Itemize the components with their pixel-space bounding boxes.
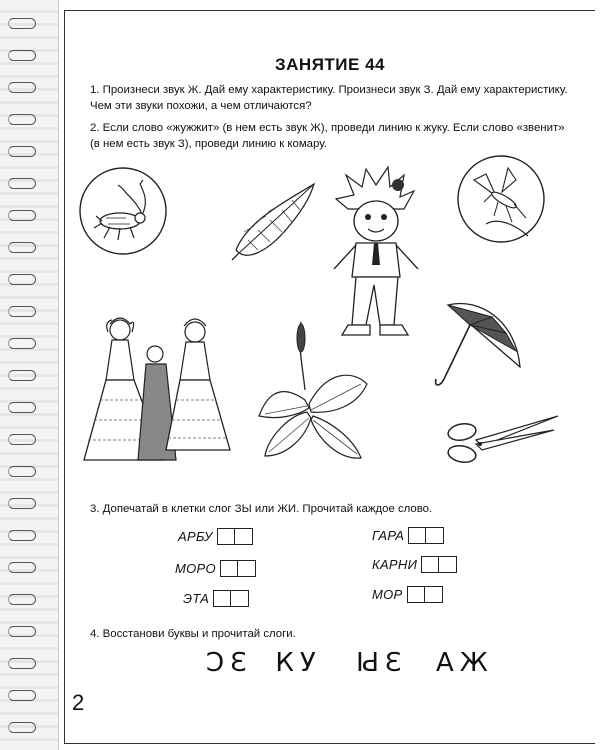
binding-ring [8, 114, 36, 125]
syllable-2: КУ [275, 648, 322, 678]
ladies-icon[interactable] [80, 310, 235, 470]
word-stem: АРБУ [178, 529, 213, 544]
binding-ring [8, 530, 36, 541]
binding-ring [8, 338, 36, 349]
lesson-title: ЗАНЯТИЕ 44 [275, 55, 385, 74]
mosquito-icon[interactable] [456, 152, 546, 247]
task-4-text: 4. Восстанови буквы и прочитай слоги. [90, 628, 296, 640]
binding-ring [8, 50, 36, 61]
answer-cells[interactable] [408, 527, 444, 544]
binding-ring [8, 402, 36, 413]
binding-ring [8, 626, 36, 637]
binding-ring [8, 722, 36, 733]
word-row [178, 528, 253, 545]
word-row [372, 586, 443, 603]
binding-ring [8, 498, 36, 509]
word-stem: ГАРА [372, 528, 405, 543]
binding-ring [8, 306, 36, 317]
task-3-text: 3. Допечатай в клетки слог ЗЫ или ЖИ. Прочитай каждое слово. [90, 503, 433, 515]
word-row [175, 560, 256, 577]
binding-ring [8, 562, 36, 573]
feather-icon[interactable] [228, 180, 318, 265]
binding-ring [8, 178, 36, 189]
word-row [372, 556, 457, 573]
plantain-icon[interactable] [257, 320, 372, 465]
binding-ring [8, 242, 36, 253]
word-stem: ЭТА [183, 591, 210, 606]
beetle-icon[interactable] [78, 166, 168, 256]
word-stem: МОРО [175, 561, 216, 576]
umbrella-icon[interactable] [430, 295, 530, 395]
answer-cells[interactable] [407, 586, 443, 603]
answer-cells[interactable] [220, 560, 256, 577]
word-row [183, 590, 249, 607]
page-number: 2 [72, 690, 85, 715]
binding-ring [8, 82, 36, 93]
binding-ring [8, 434, 36, 445]
syllable-4: ЖА [430, 648, 489, 678]
binding-ring [8, 690, 36, 701]
syllable-1: ЗС [200, 648, 247, 678]
task-2-text: 2. Если слово «жужжит» (в нем есть звук Ж), проведи линию к жуку. Если слово «звенит» (в нем есть звук З), проведи линию к комару. [90, 122, 565, 150]
task-1-text: 1. Произнеси звук Ж. Дай ему характеристику. Произнеси звук З. Дай ему характеристику. Чем эти звуки похожи, а чем отличаются? [90, 84, 568, 112]
binding-ring [8, 370, 36, 381]
word-stem: МОР [372, 587, 403, 602]
answer-cells[interactable] [217, 528, 253, 545]
binding-ring [8, 466, 36, 477]
binding-ring [8, 274, 36, 285]
binding-ring [8, 210, 36, 221]
word-row [372, 527, 444, 544]
broken-syllables [200, 648, 488, 678]
binding-ring [8, 18, 36, 29]
binding-ring [8, 594, 36, 605]
syllable-3: ЗЫ [350, 648, 402, 678]
answer-cells[interactable] [421, 556, 457, 573]
answer-cells[interactable] [213, 590, 249, 607]
word-stem: КАРНИ [372, 557, 418, 572]
scissors-icon[interactable] [442, 410, 562, 472]
binding-ring [8, 146, 36, 157]
binding-ring [8, 658, 36, 669]
